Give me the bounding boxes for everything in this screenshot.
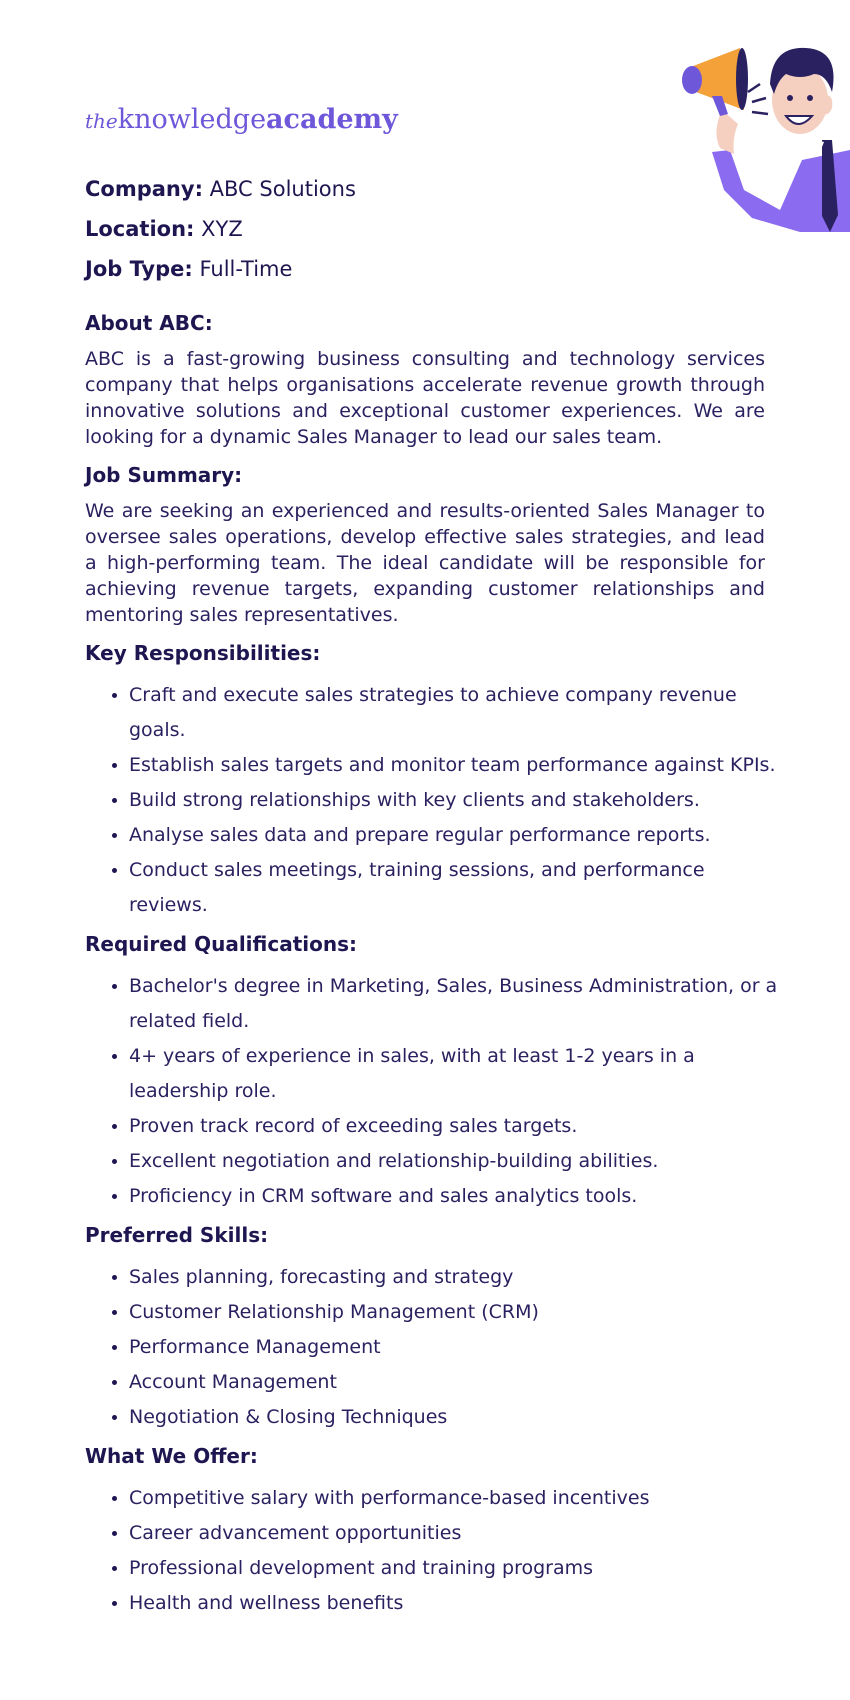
list-item: • Negotiation & Closing Techniques	[129, 1400, 789, 1435]
location-label: Location:	[85, 217, 195, 241]
qualifications-heading: Required Qualifications:	[85, 932, 358, 956]
offer-list	[85, 1481, 789, 1621]
qualifications-list	[85, 969, 789, 1214]
company-value: ABC Solutions	[209, 177, 356, 201]
job-meta	[85, 172, 356, 292]
list-item: • Career advancement opportunities	[129, 1516, 789, 1551]
the-knowledge-academy-logo	[85, 104, 398, 135]
job-type-row	[85, 252, 356, 292]
list-item: • Customer Relationship Management (CRM)	[129, 1295, 789, 1330]
about-heading: About ABC:	[85, 311, 213, 335]
location-row	[85, 212, 356, 252]
list-item: • 4+ years of experience in sales, with at least 1-2 years in a leadership role.	[129, 1039, 789, 1109]
logo-the: the	[85, 109, 118, 133]
job-type-value: Full-Time	[199, 257, 293, 281]
responsibilities-heading: Key Responsibilities:	[85, 641, 321, 665]
list-item: • Proficiency in CRM software and sales analytics tools.	[129, 1179, 789, 1214]
offer-heading: What We Offer:	[85, 1444, 258, 1468]
list-item: • Sales planning, forecasting and strategy	[129, 1260, 789, 1295]
businessman-megaphone-icon	[682, 40, 850, 232]
logo-knowledge: knowledge	[117, 104, 267, 135]
skills-heading: Preferred Skills:	[85, 1223, 269, 1247]
list-item: • Build strong relationships with key clients and stakeholders.	[129, 783, 789, 818]
list-item: • Proven track record of exceeding sales targets.	[129, 1109, 789, 1144]
summary-heading: Job Summary:	[85, 463, 243, 487]
company-row	[85, 172, 356, 212]
list-item: • Health and wellness benefits	[129, 1586, 789, 1621]
list-item: • Craft and execute sales strategies to achieve company revenue goals.	[129, 678, 789, 748]
list-item: • Performance Management	[129, 1330, 789, 1365]
location-value: XYZ	[201, 217, 243, 241]
list-item: • Professional development and training programs	[129, 1551, 789, 1586]
list-item: • Establish sales targets and monitor team performance against KPIs.	[129, 748, 789, 783]
list-item: • Excellent negotiation and relationship-building abilities.	[129, 1144, 789, 1179]
list-item: • Bachelor's degree in Marketing, Sales, Business Administration, or a related field.	[129, 969, 789, 1039]
about-text: ABC is a fast-growing business consulting and technology services company that helps organisations accelerate revenue growth through innovative solutions and exceptional customer experiences. We are looking for a dynamic Sales Manager to lead our sales team.	[85, 348, 765, 448]
list-item: • Analyse sales data and prepare regular performance reports.	[129, 818, 789, 853]
company-label: Company:	[85, 177, 203, 201]
job-content	[85, 308, 778, 1627]
job-type-label: Job Type:	[85, 257, 193, 281]
list-item: • Account Management	[129, 1365, 789, 1400]
list-item: • Conduct sales meetings, training sessions, and performance reviews.	[129, 853, 789, 923]
responsibilities-list	[85, 678, 789, 923]
logo-academy: academy	[266, 104, 398, 135]
list-item: • Competitive salary with performance-based incentives	[129, 1481, 789, 1516]
summary-text: We are seeking an experienced and results-oriented Sales Manager to oversee sales operations, develop effective sales strategies, and lead a high-performing team. The ideal candidate will be responsible for achieving revenue targets, expanding customer relationships and mentoring sales representatives.	[85, 500, 765, 626]
skills-list	[85, 1260, 789, 1435]
